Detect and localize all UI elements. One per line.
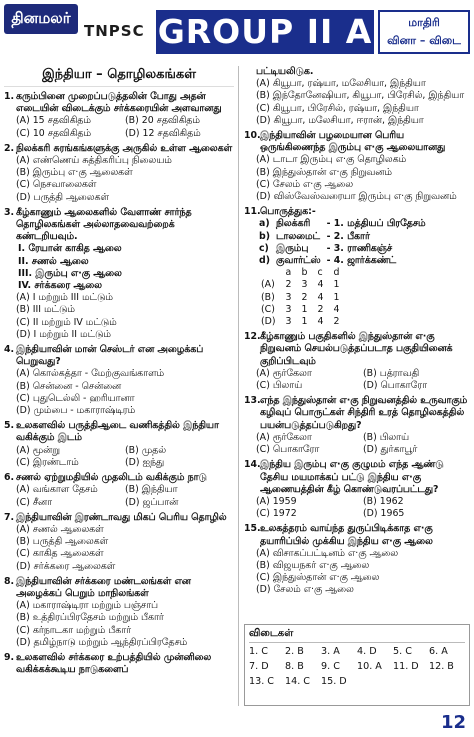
match-right: - 3. ராணிகஞ்ச்: [326, 242, 393, 254]
statement-i: I. ரேயான் காகித ஆலை: [18, 243, 122, 255]
code-row: [256, 304, 344, 316]
code-cell: 1: [333, 279, 340, 291]
question-text: எந்த இந்துஸ்தான் எ·கு நிறுவனத்தில் உருவாகும் கழிவுப் பொருட்கள் சிந்திரி உரத் தொழிலகத்தில் பயன்படுத்தப்படுகிறது?: [260, 395, 468, 431]
answer-item: 15. D: [321, 676, 347, 687]
code-cell: 2: [333, 316, 340, 328]
option-b: (B) இரும்பு எ·கு ஆலைகள்: [16, 167, 133, 179]
option-c: (C) இரண்டாம்: [16, 456, 79, 468]
code-cell: 3: [301, 279, 308, 291]
answer-item: 6. A: [429, 646, 448, 657]
question-text: கீழ்காணும் ஆலைகளில் வேளாண் சார்ந்த தொழிலகங்கள் அல்லாதவைவற்றைக் கண்டறியவும்.: [16, 206, 192, 243]
match-left: நிலக்கரி: [276, 218, 311, 230]
code-cell: 4: [317, 316, 324, 328]
match-right: - 4. ஜார்க்கண்ட்: [326, 255, 397, 267]
option-c: (C) 10 சதவிகிதம்: [16, 127, 92, 139]
answer-item: 1. C: [249, 646, 268, 657]
code-header-row: [256, 267, 344, 279]
match-row: [256, 255, 429, 267]
option-b: (B) இந்துஸ்தான் எ·கு நிறுவனம்: [256, 166, 392, 178]
option-b: (B) பத்ராவதி: [363, 367, 420, 379]
option-d: (D) சேலம் எ·கு ஆலை: [256, 584, 354, 596]
match-right: - 1. மத்தியப் பிரதேசம்: [326, 218, 426, 230]
option-b: (B) இந்தியா: [125, 484, 178, 496]
question-8: [4, 576, 234, 649]
option-c: (C) சீனா: [16, 496, 53, 508]
option-b: (B) இந்தோனேஷியா, கியூபா, பிரேசில், இந்தியா: [256, 90, 465, 102]
question-9-continued: [244, 66, 470, 127]
option-a: (A) வங்காள தேசம்: [16, 484, 98, 496]
code-table: [256, 267, 344, 328]
code-cell: 4: [317, 291, 324, 303]
option-d: (D) ஐந்து: [125, 456, 165, 468]
option-d: (D) துர்காபூர்: [363, 444, 418, 456]
question-10: [244, 130, 470, 203]
match-left: டாலமைட்: [276, 230, 321, 242]
code-cell: 2: [317, 303, 324, 315]
option-c: (C) II மற்றும் IV மட்டும்: [16, 316, 117, 328]
code-row: [256, 316, 344, 328]
option-d: (D) 12 சதவிகிதம்: [125, 127, 201, 139]
question-2: [4, 143, 234, 204]
question-number: 2.: [4, 142, 15, 154]
option-d: (D) பொகாரோ: [363, 380, 427, 392]
question-text: இந்தியாவின் சர்க்கரை மண்டலங்கள் என அழைக்கப் பெறும் மாநிலங்கள்: [16, 575, 191, 599]
option-c: (C) காகித ஆலைகள்: [16, 548, 104, 560]
option-a: (A) கியூபா, ரஷ்யா, மலேசியா, இந்தியா: [256, 78, 426, 90]
option-c: (C) கியூபா, பிரேசில், ரஷ்யா, இந்தியா: [256, 102, 419, 114]
match-key: b): [259, 230, 270, 242]
question-11: [244, 206, 470, 328]
page-number: 12: [440, 712, 466, 733]
exam-name: TNPSC: [84, 22, 145, 40]
option-a: (A) 15 சதவிகிதம்: [16, 115, 91, 127]
question-number: 5.: [4, 420, 15, 432]
question-4: [4, 344, 234, 417]
option-b: (B) 1962: [363, 495, 404, 507]
code-cell: 4: [333, 303, 340, 315]
option-a: (A) மகாராஷ்டிரா மற்றும் பஞ்சாப்: [16, 600, 158, 612]
model-qa-badge: [378, 10, 470, 54]
option-b: (B) சென்னை - சென்னை: [16, 380, 122, 392]
option-b: (B) விஜயநகர் எ·கு ஆலை: [256, 559, 370, 571]
question-9: [4, 652, 234, 676]
code-head: [256, 267, 281, 279]
code-cell: 3: [285, 291, 292, 303]
code-head: b: [301, 267, 308, 279]
code-head: c: [317, 267, 323, 279]
option-b: (B) பருத்தி ஆலைகள்: [16, 536, 109, 548]
statement-ii: II. சணல் ஆலை: [18, 255, 89, 267]
answer-item: 11. D: [393, 661, 419, 672]
answer-item: 2. B: [285, 646, 304, 657]
option-c: (C) கர்நாடகா மற்றும் பீகார்: [16, 624, 132, 636]
question-text: பட்டியலிடுக.: [256, 66, 314, 77]
answer-item: 14. C: [285, 676, 311, 687]
question-number: 6.: [4, 472, 15, 484]
option-d: (D) கியூபா, மலேசியா, ஈரான், இந்தியா: [256, 114, 424, 126]
code-cell: (B): [261, 291, 275, 303]
match-left: குவார்ட்ஸ்: [276, 255, 321, 267]
code-row: [256, 279, 344, 291]
option-a: (A) சணல் ஆலைகள்: [16, 523, 104, 535]
option-c: (C) நெசவாலைகள்: [16, 179, 97, 191]
match-row: [256, 231, 429, 243]
code-cell: 1: [301, 303, 308, 315]
option-a: (A) I மற்றும் III மட்டும்: [16, 292, 113, 304]
match-right: - 2. பீகார்: [326, 230, 370, 242]
question-text: சணல் ஏற்றுமதியில் முதலிடம் வகிக்கும் நாடு: [16, 472, 207, 484]
answer-item: 3. A: [321, 646, 340, 657]
question-12: [244, 331, 470, 392]
question-text: நிலக்கரி சுரங்கங்களுக்கு அருகில் உள்ள ஆலைகள்: [16, 142, 233, 154]
answer-item: 8. B: [285, 661, 304, 672]
option-d: (D) பருத்தி ஆலைகள்: [16, 191, 109, 203]
question-13: [244, 395, 470, 456]
match-key: a): [259, 218, 270, 230]
option-a: (A) விசாகப்பட்டினம் எ·கு ஆலை: [256, 547, 399, 559]
question-number: 10.: [244, 130, 261, 142]
code-cell: 3: [285, 316, 292, 328]
question-text: கீழ்காணும் பகுதிகளில் இந்துஸ்தான் எ·கு நிறுவனம் செயல்படுத்தப்படாத பகுதியினைக் குறிப்பிடவும்: [260, 331, 453, 367]
match-key: c): [259, 242, 269, 254]
question-1: [4, 91, 234, 140]
code-cell: 2: [301, 291, 308, 303]
code-cell: 1: [333, 291, 340, 303]
question-6: [4, 472, 234, 509]
question-7: [4, 512, 234, 573]
question-number: 15.: [244, 523, 261, 535]
question-number: 4.: [4, 344, 15, 356]
option-c: (C) 1972: [256, 508, 297, 520]
code-cell: 4: [317, 279, 324, 291]
question-number: 11.: [244, 206, 261, 218]
option-a: (A) மூன்று: [16, 444, 61, 456]
option-d: (D) சர்க்கரை ஆலைகள்: [16, 560, 116, 572]
option-c: (C) பிலாய்: [256, 380, 303, 392]
match-row: [256, 218, 429, 230]
answer-key: [244, 624, 470, 706]
answer-key-heading: விடைகள்: [249, 628, 465, 643]
question-text: இந்தியாவின் மான் செஸ்டர் என அழைக்கப் பெறுவது?: [16, 344, 204, 368]
option-b: (B) 20 சதவிகிதம்: [125, 115, 200, 127]
column-divider: [238, 66, 239, 706]
question-text: பொருத்துக:-: [260, 206, 316, 218]
question-number: 8.: [4, 575, 15, 587]
model-label: மாதிரி: [408, 16, 440, 29]
option-a: (A) 1959: [256, 495, 297, 507]
code-head: d: [333, 267, 340, 279]
question-text: உலகத்தரம் வாய்ந்த துருப்பிடிக்காத எ·கு தயாரிப்பில் முக்கிய இந்திய எ·கு ஆலை: [260, 523, 433, 547]
question-text: இந்தியாவின் இரண்டாவது மிகப் பெரிய தொழில்: [16, 511, 227, 523]
answer-item: 9. C: [321, 661, 340, 672]
answer-item: 7. D: [249, 661, 269, 672]
code-cell: 2: [285, 279, 292, 291]
section-title: இந்தியா – தொழிலகங்கள்: [4, 66, 234, 87]
question-number: 12.: [244, 331, 261, 343]
answer-grid: [249, 646, 465, 687]
question-text: கரும்பினை முறைப்படுத்தலின் போது அதன் எடையின் விடைக்கும் சர்க்கரையின் அளவானது: [16, 91, 222, 115]
answer-item: 13. C: [249, 676, 275, 687]
qa-label: வினா – விடை: [387, 34, 461, 47]
option-c: (C) பொகாரோ: [256, 444, 320, 456]
code-cell: (A): [261, 279, 275, 291]
question-5: [4, 420, 234, 469]
question-3: [4, 207, 234, 341]
question-number: 7.: [4, 511, 15, 523]
answer-item: 5. C: [393, 646, 412, 657]
option-c: (C) இந்துஸ்தான் எ·கு ஆலை: [256, 572, 380, 584]
option-d: (D) I மற்றும் II மட்டும்: [16, 328, 111, 340]
option-a: (A) எண்ணெய் சுத்திகரிப்பு நிலையம்: [16, 155, 172, 167]
question-text: இந்தியாவின் பழமையான பெரிய ஒருங்கிணைந்த இரும்பு எ·கு ஆலையானது: [260, 130, 446, 154]
option-a: (A) ரூர்கேலா: [256, 431, 312, 443]
option-b: (B) முதல்: [125, 444, 167, 456]
code-cell: 3: [285, 303, 292, 315]
option-c: (C) புதுடெல்லி - ஹரியானா: [16, 392, 135, 404]
option-c: (C) சேலம் எ·கு ஆலை: [256, 178, 354, 190]
option-b: (B) உத்திரப்பிரதேசம் மற்றும் பீகார்: [16, 612, 164, 624]
group-title: GROUP II A: [156, 10, 374, 54]
question-number: 3.: [4, 206, 15, 218]
match-table: [256, 218, 429, 267]
code-head: a: [285, 267, 292, 279]
statement-iv: IV. சர்க்கரை ஆலை: [18, 280, 102, 292]
question-text: உலகளவில் பருத்திஆடை வணிகத்தில் இந்தியா வகிக்கும் இடம்: [16, 420, 219, 444]
page-header: [0, 0, 474, 64]
match-left: இரும்பு: [276, 242, 309, 254]
question-number: 1.: [4, 91, 15, 102]
answer-item: 12. B: [429, 661, 454, 672]
question-number: 9.: [4, 651, 15, 663]
question-number: 13.: [244, 395, 261, 407]
option-d: (D) 1965: [363, 508, 405, 520]
answer-item: 10. A: [357, 661, 382, 672]
code-row: [256, 292, 344, 304]
option-b: (B) III மட்டும்: [16, 304, 75, 316]
code-cell: (D): [261, 316, 276, 328]
option-d: (D) விஸ்வேஸ்வரையா இரும்பு எ·கு நிறுவனம்: [256, 191, 457, 203]
question-text: இந்திய இரும்பு எ·கு குழுமம் எந்த ஆண்டு தேசிய மயமாக்கப் பட்டு இந்திய எ·கு ஆணையத்தின் கீழ் கொண்டுவரப்பட்டது?: [260, 459, 444, 495]
option-d: (D) ஜப்பான்: [125, 496, 179, 508]
option-d: (D) மும்பை - மகாராஷ்டிரம்: [16, 405, 136, 417]
option-d: (D) தமிழ்நாடு மற்றும் ஆந்திரப்பிரதேசம்: [16, 636, 188, 648]
right-column: [244, 66, 470, 600]
statement-iii: III. இரும்பு எ·கு ஆலை: [18, 267, 122, 279]
newspaper-logo: தினமலர்: [4, 4, 78, 34]
match-key: d): [259, 255, 270, 267]
answer-item: 4. D: [357, 646, 377, 657]
code-cell: (C): [261, 303, 275, 315]
question-number: 14.: [244, 459, 261, 471]
left-column: [4, 66, 234, 679]
question-15: [244, 523, 470, 596]
question-14: [244, 459, 470, 520]
option-a: (A) ரூர்கேலா: [256, 367, 312, 379]
match-row: [256, 243, 429, 255]
option-a: (A) கொல்கத்தா - மேற்குவங்காளம்: [16, 368, 165, 380]
option-b: (B) பிலாய்: [363, 431, 409, 443]
option-a: (A) டாடா இரும்பு எ·கு தொழிலகம்: [256, 154, 407, 166]
question-text: உலகளவில் சர்க்கரை உற்பத்தியில் முன்னிலை வகிக்கக்கூடிய நாடுகளைப்: [16, 651, 212, 676]
code-cell: 1: [301, 316, 308, 328]
